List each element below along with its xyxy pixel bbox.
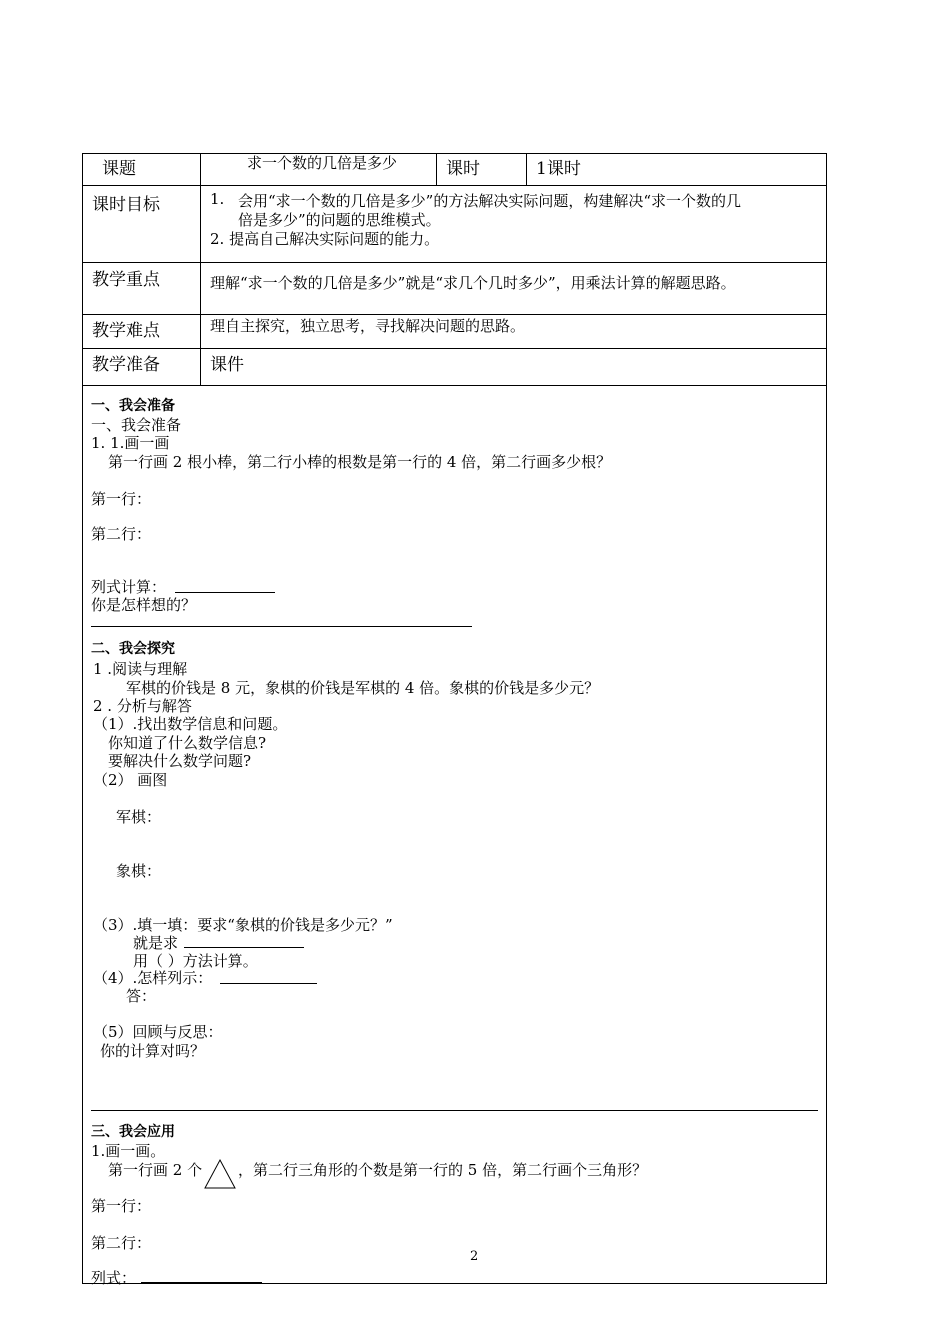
goal-item1-line2: 倍是多少”的问题的思维模式。 <box>238 211 441 229</box>
label-goal: 课时目标 <box>92 195 160 215</box>
goal-item1-line1: 会用“求一个数的几倍是多少”的方法解决实际问题，构建解决“求一个数的几 <box>238 192 742 210</box>
section1-formula-label: 列式计算： <box>91 578 167 596</box>
jiushiqiu-blank <box>184 947 304 948</box>
xiangqi-label: 象棋： <box>116 862 162 880</box>
section3-question-part1: 第一行画 2 个 <box>108 1161 203 1179</box>
label-period: 课时 <box>446 159 480 179</box>
section2-step5: （5）回顾与反思： <box>93 1023 223 1041</box>
section3-heading: 三、我会应用 <box>91 1124 175 1140</box>
section3-question-part2: ，第二行三角形的个数是第一行的 5 倍，第二行画个三角形？ <box>238 1161 648 1179</box>
section1-heading: 一、我会准备 <box>91 398 175 414</box>
section3-row1-label: 第一行： <box>91 1197 152 1215</box>
table-border-col <box>200 153 201 385</box>
section2-answer: 答： <box>126 987 157 1005</box>
section1-formula-blank <box>175 592 275 593</box>
table-border-right <box>826 153 827 1284</box>
section3-item: 1.画一画。 <box>91 1142 166 1160</box>
section1-think: 你是怎样想的？ <box>91 596 197 614</box>
label-key-point: 教学重点 <box>92 270 160 290</box>
section2-question1: 你知道了什么数学信息? <box>108 734 267 752</box>
key-point-value: 理解“求一个数的几倍是多少”就是“求几个几时多少”，用乘法计算的解题思路。 <box>210 274 736 292</box>
section3-formula-label: 列式： <box>91 1269 137 1287</box>
label-preparation: 教学准备 <box>92 355 160 375</box>
junqi-label: 军棋： <box>116 808 162 826</box>
section2-item2: 2 . 分析与解答 <box>93 697 192 715</box>
section2-step1: （1）.找出数学信息和问题。 <box>93 715 288 733</box>
section1-question: 第一行画 2 根小棒，第二行小棒的根数是第一行的 4 倍，第二行画多少根？ <box>108 453 612 471</box>
section1-row2-label: 第二行： <box>91 525 152 543</box>
section2-check: 你的计算对吗？ <box>100 1042 206 1060</box>
table-border-col <box>526 153 527 185</box>
table-border <box>82 385 827 386</box>
section2-step2: （2） 画图 <box>93 771 168 789</box>
table-border <box>82 185 827 186</box>
section-divider <box>91 1110 818 1111</box>
section2-problem: 军棋的价钱是 8 元，象棋的价钱是军棋的 4 倍。象棋的价钱是多少元？ <box>126 679 600 697</box>
section2-jiushiqiu: 就是求 <box>133 934 179 952</box>
triangle-icon <box>203 1158 237 1190</box>
section2-item1: 1 .阅读与理解 <box>93 660 188 678</box>
period-value: 1课时 <box>536 159 581 179</box>
difficult-point-value: 理自主探究，独立思考，寻找解决问题的思路。 <box>210 317 526 335</box>
label-difficult-point: 教学难点 <box>92 321 160 341</box>
table-border-left <box>82 153 83 1284</box>
section3-row2-label: 第二行： <box>91 1234 152 1252</box>
table-border <box>82 262 827 263</box>
table-border-bottom <box>82 1283 827 1284</box>
preparation-value: 课件 <box>210 355 244 375</box>
section2-question2: 要解决什么数学问题? <box>108 752 252 770</box>
table-border-col <box>436 153 437 185</box>
section1-subheading: 一、我会准备 <box>91 416 182 434</box>
section2-method: 用（ ）方法计算。 <box>133 952 258 970</box>
table-border <box>82 348 827 349</box>
page-number: 2 <box>470 1249 479 1264</box>
goal-item1-number: 1. <box>210 190 225 208</box>
section-divider <box>91 626 472 627</box>
topic-value: 求一个数的几倍是多少 <box>247 154 398 172</box>
formula-blank <box>220 983 317 984</box>
section2-step4: （4）.怎样列示： <box>93 969 213 987</box>
section3-formula-blank <box>141 1282 262 1283</box>
section1-item: 1. 1.画一画 <box>91 434 170 452</box>
section1-row1-label: 第一行： <box>91 490 152 508</box>
section2-step3: （3）.填一填：要求“象棋的价钱是多少元？” <box>93 916 393 934</box>
label-topic: 课题 <box>102 159 136 179</box>
goal-item2: 2. 提高自己解决实际问题的能力。 <box>210 230 440 248</box>
section2-heading: 二、我会探究 <box>91 641 175 657</box>
